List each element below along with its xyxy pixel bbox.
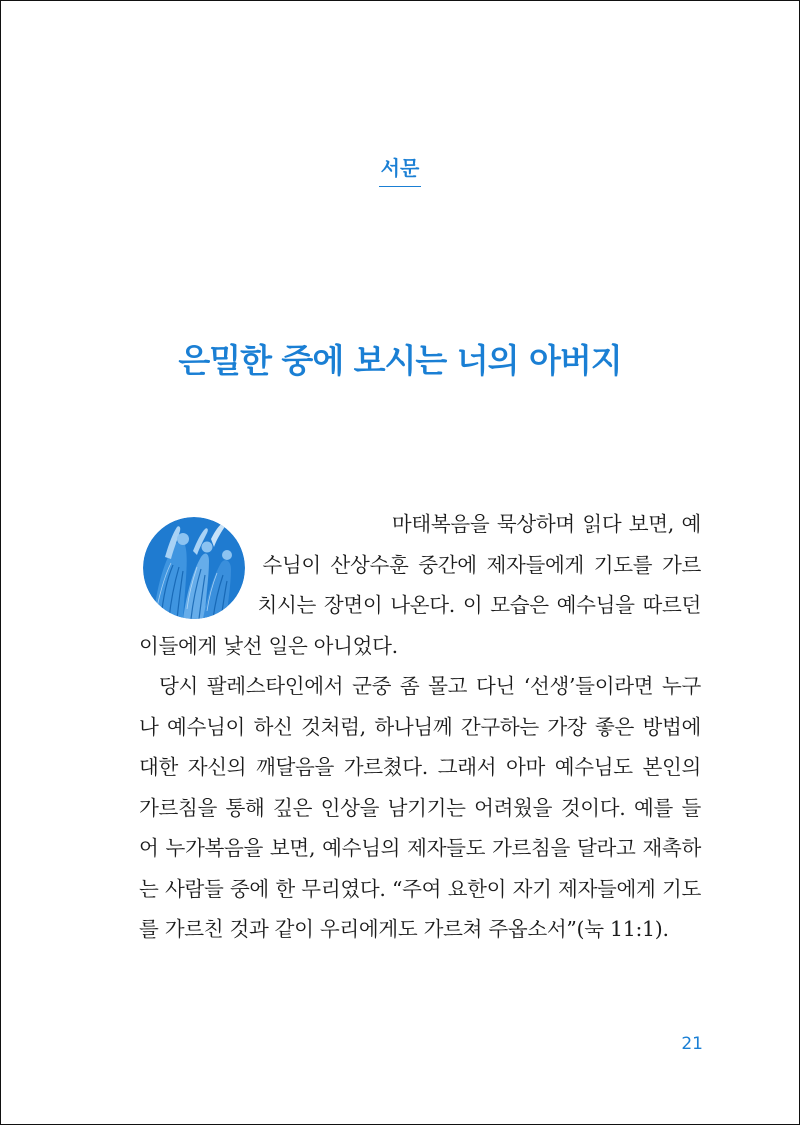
paragraph-1: 마태복음을 묵상하며 읽다 보면, 예수님이 산상수훈 중간에 제자들에게 기도를 가르치시는 장면이 나온다. 이 모습은 예수님을 따르던 이들에게 낯선 일은 아니었다. bbox=[139, 512, 701, 658]
paragraph-2: 당시 팔레스타인에서 군중 좀 몰고 다닌 ‘선생’들이라면 누구나 예수님이 하신 것처럼, 하나님께 간구하는 가장 좋은 방법에 대한 자신의 깨달음을 가르쳤다. 그래서 아마 예수님도 본인의 가르침을 통해 깊은 인상을 남기기는 어려웠을 것이다. 예를 들어 누가복음을 보면, 예수님의 제자들도 가르침을 달라고 재촉하는 사람들 중에 한 무리였다. “주여 요한이 자기 제자들에게 기도를 가르친 것과 같이 우리에게도 가르쳐 주옵소서”(눅 11:1). bbox=[139, 674, 701, 941]
section-label-text: 서문 bbox=[379, 153, 422, 187]
page-number: 21 bbox=[681, 1034, 703, 1054]
section-label bbox=[1, 153, 799, 187]
praying-figures-icon bbox=[143, 517, 245, 619]
chapter-title: 은밀한 중에 보시는 너의 아버지 bbox=[178, 341, 622, 380]
body-text bbox=[139, 504, 701, 950]
